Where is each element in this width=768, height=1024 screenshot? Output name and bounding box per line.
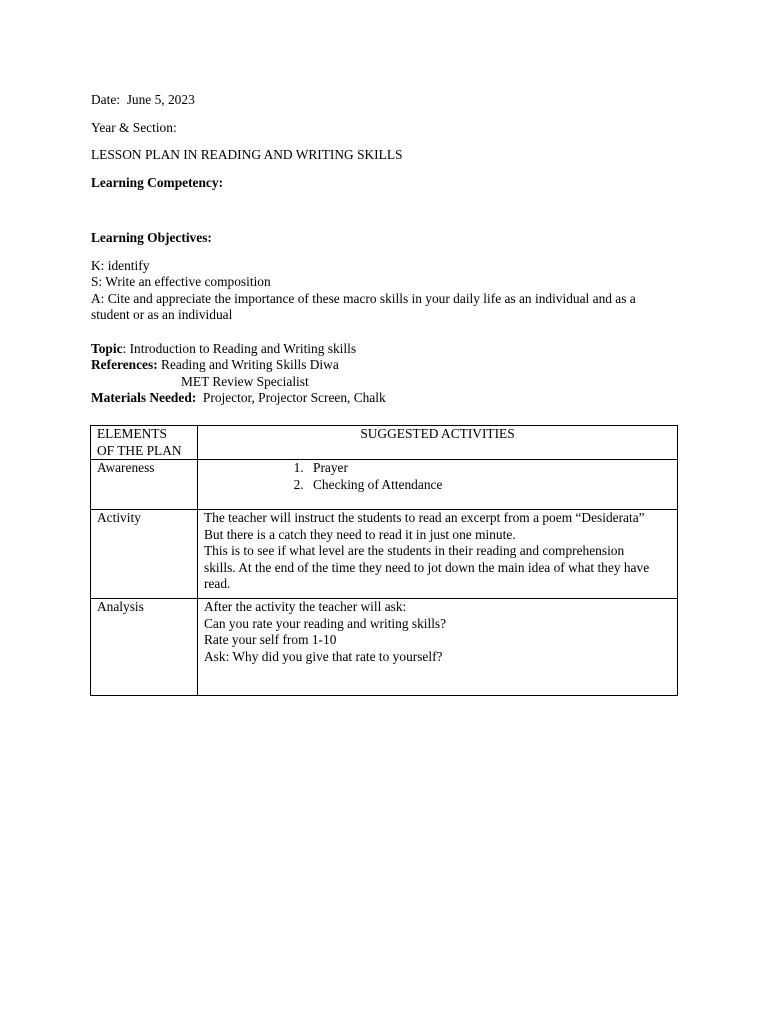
analysis-description	[198, 599, 678, 696]
analysis-line: Can you rate your reading and writing skills?	[204, 615, 447, 631]
objective-attitude-line2: student or as an individual	[91, 307, 233, 322]
references-value-1: Reading and Writing Skills Diwa	[157, 357, 339, 372]
activity-line: But there is a catch they need to read it in just one minute.	[204, 526, 516, 542]
lesson-plan-table	[90, 425, 678, 696]
lesson-plan-title: LESSON PLAN IN READING AND WRITING SKILLS	[91, 147, 403, 162]
elements-header	[91, 426, 198, 460]
materials-value: Projector, Projector Screen, Chalk	[196, 390, 386, 405]
references-label: References:	[91, 357, 158, 372]
activity-description	[198, 510, 678, 599]
activity-line: read.	[204, 576, 231, 591]
date-line	[91, 92, 681, 109]
elements-header-line2: OF THE PLAN	[97, 442, 182, 458]
awareness-list	[204, 460, 671, 493]
list-item: 2. Checking of Attendance	[307, 477, 671, 494]
activity-line: This is to see if what level are the students in their reading and comprehension	[204, 543, 625, 558]
date-label: Date:	[91, 92, 120, 107]
element-awareness: Awareness	[91, 460, 198, 510]
topic-line	[91, 341, 681, 358]
list-item: 1. Prayer	[307, 460, 671, 477]
element-analysis: Analysis	[91, 599, 198, 696]
materials-label: Materials Needed:	[91, 390, 197, 405]
activity-line: skills. At the end of the time they need to jot down the main idea of what they have	[204, 559, 650, 575]
elements-header-line1: ELEMENTS	[97, 426, 167, 441]
activity-line: The teacher will instruct the students to read an excerpt from a poem “Desiderata”	[204, 510, 645, 525]
table-row	[91, 460, 678, 510]
learning-objectives-label: Learning Objectives:	[91, 230, 212, 245]
objective-attitude-line1: A: Cite and appreciate the importance of these macro skills in your daily life as an individual and as a	[91, 290, 636, 306]
year-section-label: Year & Section:	[91, 119, 177, 135]
element-activity: Activity	[91, 510, 198, 599]
table-header-row	[91, 426, 678, 460]
awareness-activities	[198, 460, 678, 510]
objective-knowledge: K: identify	[91, 257, 150, 273]
table-row	[91, 599, 678, 696]
analysis-line: Rate your self from 1-10	[204, 632, 337, 647]
materials-line	[91, 390, 681, 407]
suggested-activities-header: SUGGESTED ACTIVITIES	[198, 426, 678, 460]
learning-competency-label: Learning Competency:	[91, 174, 224, 190]
references-line	[91, 357, 681, 374]
references-value-2: MET Review Specialist	[181, 373, 309, 389]
topic-value: : Introduction to Reading and Writing skills	[122, 340, 357, 356]
analysis-line: After the activity the teacher will ask:	[204, 599, 407, 614]
objective-skill: S: Write an effective composition	[91, 274, 271, 289]
topic-label: Topic	[91, 340, 123, 356]
analysis-line: Ask: Why did you give that rate to yourself?	[204, 648, 443, 664]
table-row	[91, 510, 678, 599]
date-value: June 5, 2023	[126, 92, 195, 107]
document-body	[91, 92, 681, 407]
